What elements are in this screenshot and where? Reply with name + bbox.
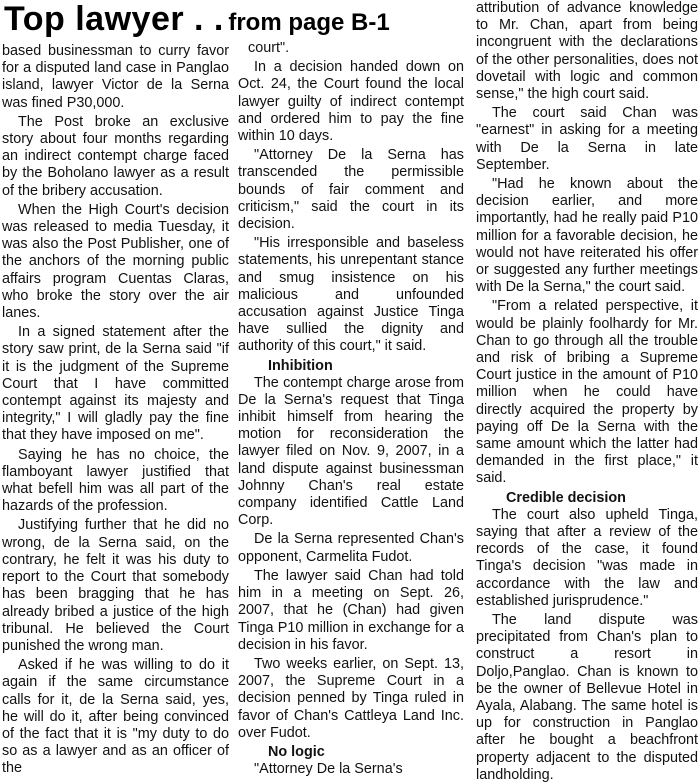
- paragraph: attribution of advance knowledge to Mr. Chan, apart from being incongruent with the declarations of the other personalities, does not dovetail with logic and common sense," the high court said.: [476, 0, 698, 103]
- paragraph: Saying he has no choice, the flamboyant lawyer justified that what befell him was all part of the hazards of the profession.: [2, 446, 229, 515]
- paragraph: Asked if he was willing to do it again if the same circumstance calls for it, de la Serna said, yes, he will do it, after being convinced of the fact that it is "my duty to do so as a lawyer and as an officer of the: [2, 657, 229, 777]
- headline-main: Top lawyer . .: [4, 0, 224, 38]
- paragraph: Justifying further that he did no wrong, de la Serna said, on the contrary, he felt it was his duty to report to the Court that somebody has been bragging that he has already bribed a justice of the high tribunal. He believed the Court punished the wrong man.: [2, 517, 229, 654]
- subhead-inhibition: Inhibition: [268, 357, 333, 374]
- paragraph: When the High Court's decision was released to media Tuesday, it was also the Post Publisher, one of the anchors of the morning public affairs program Cuentas Claras, who broke the story over the air lanes.: [2, 201, 229, 322]
- paragraph: In a signed statement after the story saw print, de la Serna said "if it is the judgment of the Supreme Court that I have committed contempt against its majesty and integrity," I will gladly pay the fine that they have imposed on me".: [2, 324, 229, 444]
- headline: [4, 0, 464, 42]
- paragraph: court".: [248, 40, 290, 56]
- paragraph: "His irresponsible and baseless statements, his unrepentant stance and smug insistence on his malicious and unfounded accusation against Justice Tinga have sullied the dignity and authority of this court," it said.: [238, 235, 464, 355]
- headline-sub: from page B-1: [228, 9, 390, 36]
- paragraph: The Post broke an exclusive story about four months regarding an indirect contempt charge faced by the Boholano lawyer as a result of the bribery accusation.: [2, 113, 229, 199]
- subhead-credible-decision: Credible decision: [506, 489, 626, 506]
- paragraph: The court also upheld Tinga, saying that after a review of the records of the case, it found Tinga's decision "was made in accordance with the law and established jurisprudence.": [476, 506, 698, 609]
- paragraph: "Had he known about the decision earlier, and more importantly, had he really paid P10 million for a favorable decision, he would not have reiterated his offer or suggested any further meetings with De la Serna," the court said.: [476, 176, 698, 296]
- paragraph: "Attorney De la Serna has transcended the permissible bounds of fair comment and criticism," said the court in its decision.: [238, 147, 464, 233]
- paragraph: De la Serna represented Chan's opponent, Carmelita Fudot.: [238, 531, 464, 565]
- paragraph: "From a related perspective, it would be plainly foolhardy for Mr. Chan to go through all the trouble and risk of bribing a Supreme Court justice in the amount of P10 million when he could have directly acquired the property by paying off De la Serna with the same amount which the latter had demanded in the first place," it said.: [476, 298, 698, 487]
- paragraph: The contempt charge arose from De la Serna's request that Tinga inhibit himself from hearing the motion for reconsideration the lawyer filed on Nov. 9, 2007, in a land dispute against businessman Johnny Chan's real estate company identified Cattle Land Corp.: [238, 374, 464, 529]
- article-column-2: [238, 40, 464, 777]
- paragraph: The lawyer said Chan had told him in a meeting on Sept. 26, 2007, that he (Chan) had given Tinga P10 million in exchange for a decision in his favor.: [238, 567, 464, 653]
- paragraph: Two weeks earlier, on Sept. 13, 2007, the Supreme Court in a decision penned by Tinga ruled in favor of Chan's Cattleya Land Inc. over Fudot.: [238, 655, 464, 741]
- article-column-1: [2, 43, 229, 777]
- paragraph: The land dispute was precipitated from Chan's plan to construct a resort in Doljo,Panglao. Chan is known to be the owner of Bellevue Hotel in Ayala, Alabang. The same hotel is up for construction in Panglao after he bought a beachfront property adjacent to the disputed landholding.: [476, 611, 698, 783]
- paragraph: based businessman to curry favor for a disputed land case in Panglao island, lawyer Victor de la Serna was fined P30,000.: [2, 43, 229, 111]
- article-column-3: [476, 0, 698, 783]
- paragraph: "Attorney De la Serna's: [254, 760, 403, 777]
- subhead-no-logic: No logic: [268, 743, 325, 760]
- paragraph: In a decision handed down on Oct. 24, the Court found the local lawyer guilty of indirect contempt and ordered him to pay the fine within 10 days.: [238, 59, 464, 145]
- paragraph: The court said Chan was "earnest" in asking for a meeting with De la Serna in late September.: [476, 105, 698, 173]
